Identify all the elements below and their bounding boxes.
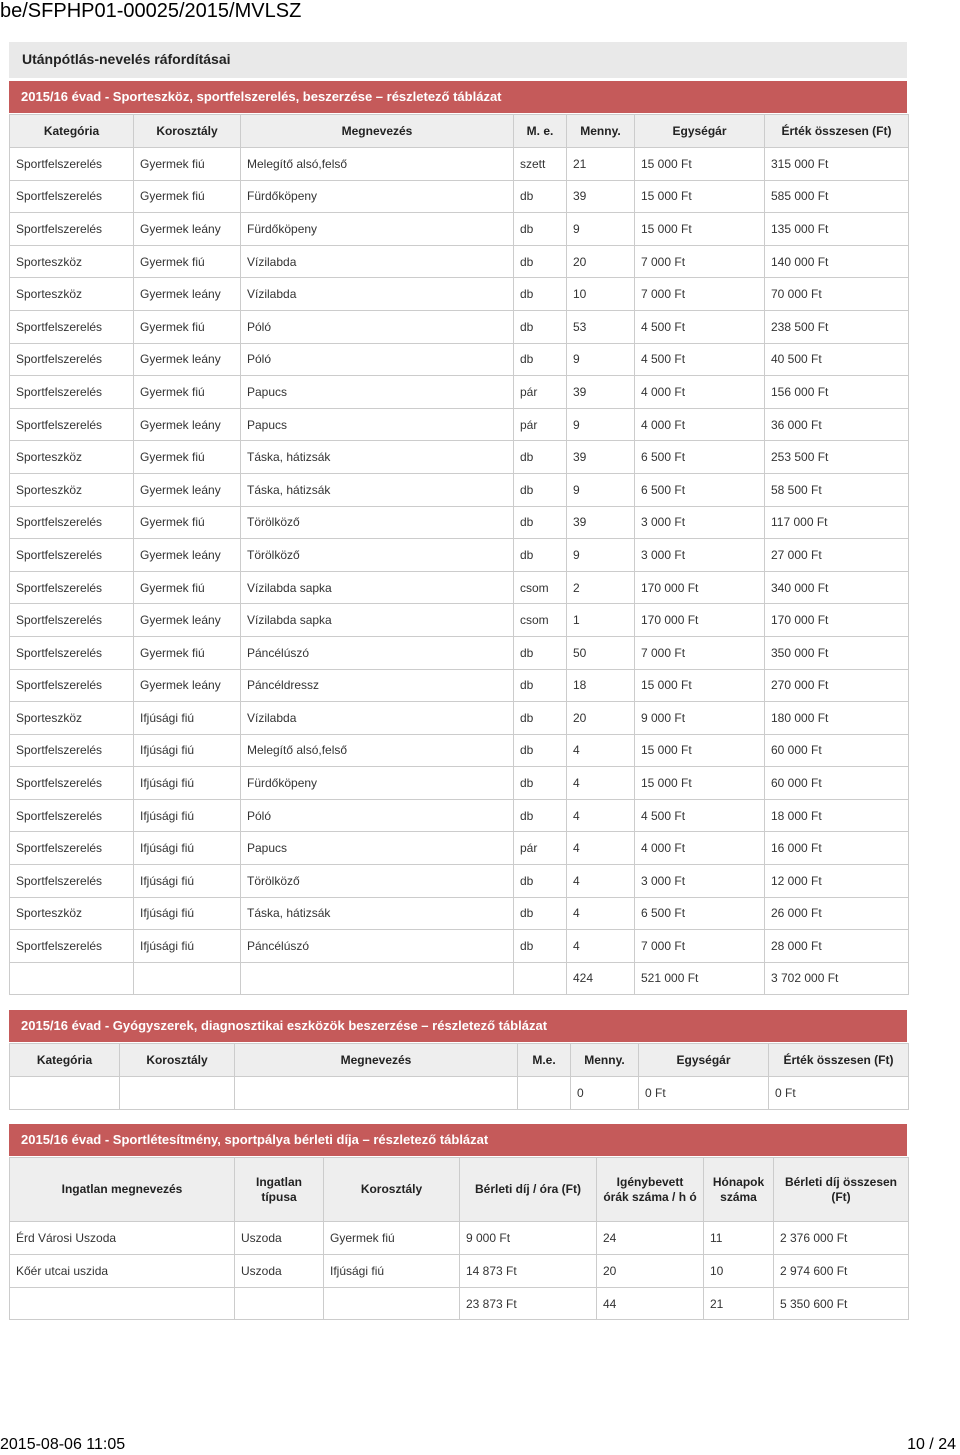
- table-cell: 4: [567, 767, 635, 800]
- table-cell: Vízilabda: [241, 278, 514, 311]
- col-header: Egységár: [635, 115, 765, 148]
- table-cell: Sportfelszerelés: [10, 310, 134, 343]
- table-cell: db: [514, 539, 567, 572]
- table-cell: Gyermek leány: [134, 408, 241, 441]
- table-cell: 9: [567, 539, 635, 572]
- table-cell: Sporteszköz: [10, 897, 134, 930]
- col-header: Megnevezés: [235, 1044, 518, 1077]
- table-row: [10, 734, 909, 767]
- table-cell: Ifjúsági fiú: [134, 930, 241, 963]
- table-cell: 39: [567, 376, 635, 409]
- table-cell: 36 000 Ft: [765, 408, 909, 441]
- col-header: Korosztály: [324, 1158, 460, 1222]
- table-cell: szett: [514, 148, 567, 181]
- table-cell: 26 000 Ft: [765, 897, 909, 930]
- total-cell: 0 Ft: [639, 1077, 769, 1110]
- table-cell: 18 000 Ft: [765, 799, 909, 832]
- table-cell: db: [514, 278, 567, 311]
- table-cell: 24: [597, 1222, 704, 1255]
- total-cell: [514, 962, 567, 994]
- table-cell: db: [514, 310, 567, 343]
- table-cell: Gyermek fiú: [134, 441, 241, 474]
- table-cell: 9: [567, 408, 635, 441]
- total-row: [10, 962, 909, 994]
- table-cell: Vízilabda: [241, 702, 514, 735]
- table-cell: db: [514, 213, 567, 246]
- table-cell: 39: [567, 180, 635, 213]
- table-cell: Sportfelszerelés: [10, 506, 134, 539]
- table-cell: csom: [514, 571, 567, 604]
- table-cell: 70 000 Ft: [765, 278, 909, 311]
- table-cell: Sporteszköz: [10, 473, 134, 506]
- col-header: Korosztály: [134, 115, 241, 148]
- table-cell: Gyermek leány: [134, 604, 241, 637]
- table-cell: 9: [567, 213, 635, 246]
- footer-page-number: 10 / 24: [907, 1436, 956, 1453]
- table-row: [10, 213, 909, 246]
- table-cell: Melegítő alsó,felső: [241, 148, 514, 181]
- table-cell: 9 000 Ft: [635, 702, 765, 735]
- table-cell: 60 000 Ft: [765, 734, 909, 767]
- total-cell: [10, 962, 134, 994]
- col-header: Bérleti díj / óra (Ft): [460, 1158, 597, 1222]
- total-cell: [10, 1288, 235, 1320]
- table-cell: csom: [514, 604, 567, 637]
- table-cell: 9: [567, 343, 635, 376]
- col-header: Menny.: [567, 115, 635, 148]
- table-cell: Póló: [241, 310, 514, 343]
- table-cell: Gyermek leány: [134, 669, 241, 702]
- table-cell: Érd Városi Uszoda: [10, 1222, 235, 1255]
- total-cell: [241, 962, 514, 994]
- table-cell: Sportfelszerelés: [10, 180, 134, 213]
- table-cell: pár: [514, 376, 567, 409]
- table-cell: 40 500 Ft: [765, 343, 909, 376]
- table-cell: 14 873 Ft: [460, 1255, 597, 1288]
- table-cell: 4: [567, 734, 635, 767]
- table-cell: db: [514, 636, 567, 669]
- table-cell: db: [514, 669, 567, 702]
- total-cell: [518, 1077, 571, 1110]
- table-cell: Uszoda: [235, 1255, 324, 1288]
- col-header: Ingatlan típusa: [235, 1158, 324, 1222]
- table-row: [10, 865, 909, 898]
- table-cell: db: [514, 865, 567, 898]
- table-cell: 58 500 Ft: [765, 473, 909, 506]
- total-cell: 21: [704, 1288, 774, 1320]
- table-cell: 4 000 Ft: [635, 832, 765, 865]
- table-cell: 9: [567, 473, 635, 506]
- table-cell: Táska, hátizsák: [241, 473, 514, 506]
- table-cell: Kőér utcai uszida: [10, 1255, 235, 1288]
- table-cell: Melegítő alsó,felső: [241, 734, 514, 767]
- table-cell: Ifjúsági fiú: [134, 897, 241, 930]
- table-cell: 7 000 Ft: [635, 636, 765, 669]
- table-cell: Ifjúsági fiú: [134, 799, 241, 832]
- table-row: [10, 343, 909, 376]
- table-row: [10, 506, 909, 539]
- table-row: [10, 604, 909, 637]
- table-cell: db: [514, 441, 567, 474]
- total-cell: 521 000 Ft: [635, 962, 765, 994]
- table-cell: Ifjúsági fiú: [324, 1255, 460, 1288]
- table-cell: 28 000 Ft: [765, 930, 909, 963]
- table-cell: 2 376 000 Ft: [774, 1222, 909, 1255]
- table-row: [10, 408, 909, 441]
- table-cell: Táska, hátizsák: [241, 441, 514, 474]
- table-cell: Fürdőköpeny: [241, 767, 514, 800]
- table-cell: Páncélúszó: [241, 930, 514, 963]
- table-cell: Sportfelszerelés: [10, 930, 134, 963]
- table-row: [10, 245, 909, 278]
- table-cell: Gyermek fiú: [134, 571, 241, 604]
- table-row: [10, 148, 909, 181]
- table-cell: 6 500 Ft: [635, 897, 765, 930]
- table-cell: Vízilabda sapka: [241, 571, 514, 604]
- table-cell: Ifjúsági fiú: [134, 702, 241, 735]
- table-cell: 15 000 Ft: [635, 148, 765, 181]
- table-cell: 18: [567, 669, 635, 702]
- table-cell: Sportfelszerelés: [10, 376, 134, 409]
- table-cell: 4: [567, 865, 635, 898]
- total-cell: 0: [571, 1077, 639, 1110]
- col-header: Bérleti díj összesen (Ft): [774, 1158, 909, 1222]
- table-cell: Fürdőköpeny: [241, 180, 514, 213]
- table-cell: 350 000 Ft: [765, 636, 909, 669]
- total-cell: 44: [597, 1288, 704, 1320]
- table-row: [10, 767, 909, 800]
- table-cell: Gyermek fiú: [134, 310, 241, 343]
- table-cell: Papucs: [241, 832, 514, 865]
- table-cell: 2: [567, 571, 635, 604]
- table-row: [10, 669, 909, 702]
- table-cell: 585 000 Ft: [765, 180, 909, 213]
- col-header: Korosztály: [120, 1044, 235, 1077]
- table-row: [10, 702, 909, 735]
- total-cell: [324, 1288, 460, 1320]
- table-cell: 4 000 Ft: [635, 376, 765, 409]
- table-cell: Gyermek fiú: [134, 245, 241, 278]
- table-cell: 21: [567, 148, 635, 181]
- table-cell: 140 000 Ft: [765, 245, 909, 278]
- table-cell: Sportfelszerelés: [10, 669, 134, 702]
- table-cell: 4 000 Ft: [635, 408, 765, 441]
- total-cell: 23 873 Ft: [460, 1288, 597, 1320]
- total-cell: [134, 962, 241, 994]
- table-cell: 16 000 Ft: [765, 832, 909, 865]
- col-header: Hónapok száma: [704, 1158, 774, 1222]
- table-cell: Páncélúszó: [241, 636, 514, 669]
- col-header: Érték összesen (Ft): [765, 115, 909, 148]
- table-cell: Sporteszköz: [10, 441, 134, 474]
- table-cell: Gyermek fiú: [134, 506, 241, 539]
- medicine-table: [9, 1043, 909, 1110]
- table-cell: Sportfelszerelés: [10, 148, 134, 181]
- table-cell: 315 000 Ft: [765, 148, 909, 181]
- table-cell: 10: [704, 1255, 774, 1288]
- table-cell: Gyermek fiú: [324, 1222, 460, 1255]
- table-cell: Sportfelszerelés: [10, 767, 134, 800]
- table-row: [10, 799, 909, 832]
- table-cell: Páncéldressz: [241, 669, 514, 702]
- table-cell: Ifjúsági fiú: [134, 865, 241, 898]
- col-header: M.e.: [518, 1044, 571, 1077]
- total-cell: 424: [567, 962, 635, 994]
- table-cell: 1: [567, 604, 635, 637]
- table-cell: Sportfelszerelés: [10, 343, 134, 376]
- table-row: [10, 832, 909, 865]
- table-cell: 340 000 Ft: [765, 571, 909, 604]
- table-cell: Sportfelszerelés: [10, 571, 134, 604]
- table-cell: 170 000 Ft: [635, 571, 765, 604]
- table-row: [10, 278, 909, 311]
- table-cell: pár: [514, 408, 567, 441]
- section3-title: 2015/16 évad - Sportlétesítmény, sportpálya bérleti díja – részletező táblázat: [9, 1124, 907, 1156]
- table-cell: Sporteszköz: [10, 702, 134, 735]
- table-header-row: [10, 115, 909, 148]
- col-header: Ingatlan megnevezés: [10, 1158, 235, 1222]
- total-cell: 5 350 600 Ft: [774, 1288, 909, 1320]
- table-cell: 4: [567, 832, 635, 865]
- col-header: Menny.: [571, 1044, 639, 1077]
- section2-title: 2015/16 évad - Gyógyszerek, diagnosztikai eszközök beszerzése – részletező táblázat: [9, 1010, 907, 1042]
- table-row: [10, 376, 909, 409]
- table-cell: 3 000 Ft: [635, 539, 765, 572]
- col-header: Kategória: [10, 1044, 120, 1077]
- table-row: [10, 571, 909, 604]
- document-id: be/SFPHP01-00025/2015/MVLSZ: [0, 0, 302, 22]
- table-cell: 180 000 Ft: [765, 702, 909, 735]
- table-cell: db: [514, 245, 567, 278]
- table-row: [10, 1255, 909, 1288]
- table-cell: Törölköző: [241, 506, 514, 539]
- table-cell: Póló: [241, 343, 514, 376]
- table-row: [10, 539, 909, 572]
- table-cell: 4: [567, 799, 635, 832]
- table-cell: Póló: [241, 799, 514, 832]
- table-cell: 20: [597, 1255, 704, 1288]
- table-cell: 9 000 Ft: [460, 1222, 597, 1255]
- table-cell: Ifjúsági fiú: [134, 734, 241, 767]
- col-header: M. e.: [514, 115, 567, 148]
- table-cell: 6 500 Ft: [635, 473, 765, 506]
- table-cell: 135 000 Ft: [765, 213, 909, 246]
- table-cell: Sportfelszerelés: [10, 799, 134, 832]
- col-header: Kategória: [10, 115, 134, 148]
- table-cell: 12 000 Ft: [765, 865, 909, 898]
- table-cell: Ifjúsági fiú: [134, 832, 241, 865]
- page-title: Utánpótlás-nevelés ráfordításai: [22, 51, 231, 67]
- table-cell: Fürdőköpeny: [241, 213, 514, 246]
- table-cell: 7 000 Ft: [635, 245, 765, 278]
- table-cell: 270 000 Ft: [765, 669, 909, 702]
- table-row: [10, 310, 909, 343]
- total-cell: 3 702 000 Ft: [765, 962, 909, 994]
- table-cell: Papucs: [241, 408, 514, 441]
- table-cell: Sporteszköz: [10, 245, 134, 278]
- table-cell: 53: [567, 310, 635, 343]
- table-cell: db: [514, 734, 567, 767]
- table-cell: Gyermek leány: [134, 539, 241, 572]
- total-cell: 0 Ft: [769, 1077, 909, 1110]
- table-cell: Gyermek fiú: [134, 376, 241, 409]
- section1-title: 2015/16 évad - Sporteszköz, sportfelszerelés, beszerzése – részletező táblázat: [9, 81, 907, 113]
- table-cell: 156 000 Ft: [765, 376, 909, 409]
- table-cell: pár: [514, 832, 567, 865]
- page-title-box: [9, 42, 907, 78]
- table-row: [10, 930, 909, 963]
- col-header: Érték összesen (Ft): [769, 1044, 909, 1077]
- col-header: Igénybevett órák száma / h ó: [597, 1158, 704, 1222]
- table-cell: Vízilabda: [241, 245, 514, 278]
- table-cell: db: [514, 473, 567, 506]
- table-row: [10, 1222, 909, 1255]
- table-row: [10, 897, 909, 930]
- table-cell: Gyermek fiú: [134, 180, 241, 213]
- table-cell: 4: [567, 897, 635, 930]
- table-cell: Törölköző: [241, 539, 514, 572]
- table-cell: 4 500 Ft: [635, 343, 765, 376]
- table-cell: 20: [567, 245, 635, 278]
- total-cell: [120, 1077, 235, 1110]
- table-cell: 15 000 Ft: [635, 213, 765, 246]
- table-cell: 60 000 Ft: [765, 767, 909, 800]
- table-cell: db: [514, 180, 567, 213]
- table-cell: 20: [567, 702, 635, 735]
- table-cell: 15 000 Ft: [635, 180, 765, 213]
- facility-rent-table: [9, 1157, 909, 1320]
- table-cell: Törölköző: [241, 865, 514, 898]
- table-cell: Sportfelszerelés: [10, 604, 134, 637]
- footer-timestamp: 2015-08-06 11:05: [0, 1436, 126, 1453]
- table-cell: 39: [567, 506, 635, 539]
- table-cell: Papucs: [241, 376, 514, 409]
- table-cell: 10: [567, 278, 635, 311]
- table-cell: Vízilabda sapka: [241, 604, 514, 637]
- table-row: [10, 473, 909, 506]
- table-cell: db: [514, 799, 567, 832]
- table-cell: Sportfelszerelés: [10, 636, 134, 669]
- table-cell: 4 500 Ft: [635, 799, 765, 832]
- table-cell: db: [514, 343, 567, 376]
- table-cell: Gyermek leány: [134, 213, 241, 246]
- table-cell: Gyermek fiú: [134, 636, 241, 669]
- table-cell: 50: [567, 636, 635, 669]
- col-header: Megnevezés: [241, 115, 514, 148]
- table-cell: Gyermek fiú: [134, 148, 241, 181]
- table-cell: 15 000 Ft: [635, 767, 765, 800]
- table-cell: 15 000 Ft: [635, 734, 765, 767]
- table-cell: Sportfelszerelés: [10, 865, 134, 898]
- table-cell: 117 000 Ft: [765, 506, 909, 539]
- table-cell: 253 500 Ft: [765, 441, 909, 474]
- table-row: [10, 636, 909, 669]
- table-cell: Sportfelszerelés: [10, 408, 134, 441]
- table-cell: 3 000 Ft: [635, 865, 765, 898]
- total-row: [10, 1077, 909, 1110]
- table-cell: 4 500 Ft: [635, 310, 765, 343]
- table-cell: 7 000 Ft: [635, 278, 765, 311]
- table-cell: db: [514, 930, 567, 963]
- table-cell: db: [514, 702, 567, 735]
- table-cell: 15 000 Ft: [635, 669, 765, 702]
- table-cell: db: [514, 506, 567, 539]
- table-cell: 170 000 Ft: [635, 604, 765, 637]
- total-cell: [235, 1077, 518, 1110]
- table-cell: 2 974 600 Ft: [774, 1255, 909, 1288]
- table-cell: 170 000 Ft: [765, 604, 909, 637]
- table-cell: Sportfelszerelés: [10, 832, 134, 865]
- table-cell: Uszoda: [235, 1222, 324, 1255]
- col-header: Egységár: [639, 1044, 769, 1077]
- table-cell: 7 000 Ft: [635, 930, 765, 963]
- table-row: [10, 180, 909, 213]
- table-cell: Ifjúsági fiú: [134, 767, 241, 800]
- table-cell: Gyermek leány: [134, 473, 241, 506]
- table-cell: 238 500 Ft: [765, 310, 909, 343]
- table-cell: 4: [567, 930, 635, 963]
- table-cell: Sportfelszerelés: [10, 213, 134, 246]
- table-cell: db: [514, 767, 567, 800]
- table-row: [10, 441, 909, 474]
- table-cell: Sportfelszerelés: [10, 539, 134, 572]
- table-cell: Gyermek leány: [134, 278, 241, 311]
- equipment-table: [9, 114, 909, 995]
- table-cell: Sportfelszerelés: [10, 734, 134, 767]
- table-cell: 6 500 Ft: [635, 441, 765, 474]
- total-row: [10, 1288, 909, 1320]
- table-cell: Gyermek leány: [134, 343, 241, 376]
- total-cell: [235, 1288, 324, 1320]
- table-header-row: [10, 1158, 909, 1222]
- table-cell: db: [514, 897, 567, 930]
- table-cell: Sporteszköz: [10, 278, 134, 311]
- total-cell: [10, 1077, 120, 1110]
- table-cell: Táska, hátizsák: [241, 897, 514, 930]
- table-cell: 39: [567, 441, 635, 474]
- table-cell: 11: [704, 1222, 774, 1255]
- table-header-row: [10, 1044, 909, 1077]
- table-cell: 27 000 Ft: [765, 539, 909, 572]
- table-cell: 3 000 Ft: [635, 506, 765, 539]
